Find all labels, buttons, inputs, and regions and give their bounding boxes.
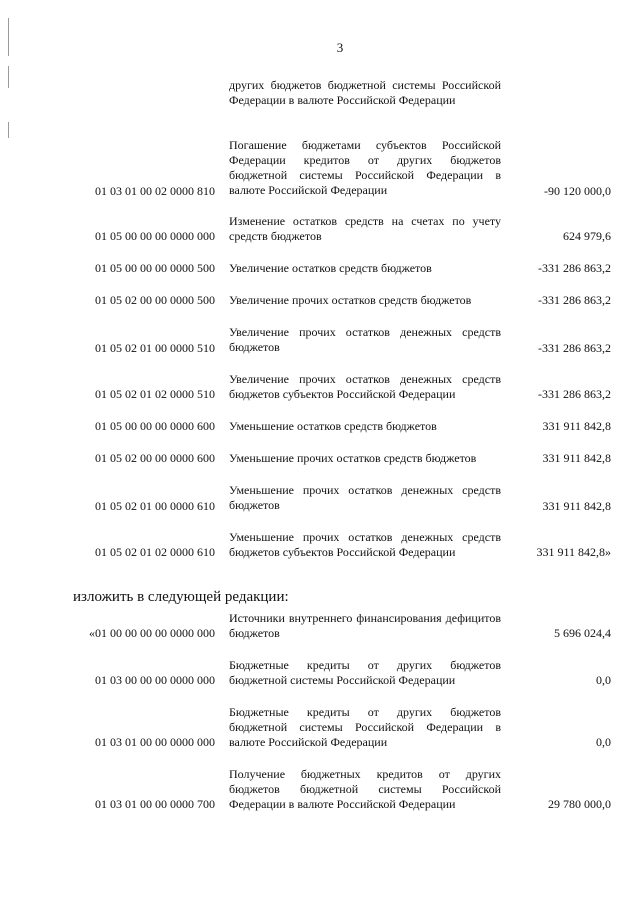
row-description: Увеличение остатков средств бюджетов: [229, 261, 432, 275]
row-code: 01 05 00 00 00 0000 600: [95, 419, 215, 433]
row-description: других бюджетов бюджетной системы Российской Федерации в валюте Российской Федерации: [229, 78, 501, 107]
section-heading: изложить в следующей редакции:: [73, 589, 289, 605]
table-row: [0, 530, 640, 590]
row-description: Уменьшение прочих остатков денежных средств бюджетов: [229, 483, 501, 512]
row-code: 01 03 00 00 00 0000 000: [95, 673, 215, 687]
row-amount: 5 696 024,4: [554, 626, 611, 640]
row-code: 01 05 02 01 02 0000 610: [95, 545, 215, 559]
row-description: Увеличение прочих остатков денежных средств бюджетов: [229, 325, 501, 354]
row-code: 01 03 01 00 00 0000 700: [95, 797, 215, 811]
row-amount: 331 911 842,8: [542, 499, 611, 513]
row-code: 01 05 00 00 00 0000 000: [95, 229, 215, 243]
row-amount: 331 911 842,8: [542, 451, 611, 465]
table-row: [0, 705, 640, 765]
row-amount: -90 120 000,0: [544, 184, 611, 198]
row-amount: -331 286 863,2: [538, 387, 611, 401]
row-amount: 29 780 000,0: [548, 797, 611, 811]
page-number: 3: [336, 40, 344, 55]
row-description: Источники внутреннего финансирования дефицитов бюджетов: [229, 611, 501, 640]
table-row: [0, 78, 640, 138]
row-amount: -331 286 863,2: [538, 341, 611, 355]
row-amount: 0,0: [596, 735, 611, 749]
row-amount: -331 286 863,2: [538, 261, 611, 275]
row-amount: 331 911 842,8: [542, 419, 611, 433]
row-description: Бюджетные кредиты от других бюджетов бюджетной системы Российской Федерации в валюте Российской Федерации: [229, 705, 501, 749]
row-code: 01 05 02 01 02 0000 510: [95, 387, 215, 401]
row-code: 01 05 02 01 00 0000 510: [95, 341, 215, 355]
row-code: 01 05 00 00 00 0000 500: [95, 261, 215, 275]
row-amount: 331 911 842,8»: [536, 545, 611, 559]
row-description: Уменьшение прочих остатков денежных средств бюджетов субъектов Российской Федерации: [229, 530, 501, 559]
row-amount: 624 979,6: [563, 229, 611, 243]
row-code: «01 00 00 00 00 0000 000: [89, 626, 215, 640]
row-description: Увеличение прочих остатков средств бюджетов: [229, 293, 472, 307]
row-code: 01 03 01 00 02 0000 810: [95, 184, 215, 198]
row-amount: 0,0: [596, 673, 611, 687]
row-code: 01 05 02 00 00 0000 600: [95, 451, 215, 465]
row-code: 01 05 02 01 00 0000 610: [95, 499, 215, 513]
row-amount: -331 286 863,2: [538, 293, 611, 307]
table-row: [0, 767, 640, 827]
scan-margin-mark: [8, 18, 9, 56]
row-description: Уменьшение прочих остатков средств бюджетов: [229, 451, 477, 465]
row-description: Изменение остатков средств на счетах по учету средств бюджетов: [229, 214, 501, 243]
table-row: [0, 138, 640, 198]
row-code: 01 03 01 00 00 0000 000: [95, 735, 215, 749]
row-description: Уменьшение остатков средств бюджетов: [229, 419, 437, 433]
row-description: Получение бюджетных кредитов от других бюджетов бюджетной системы Российской Федерации в валюте Российской Федерации: [229, 767, 501, 811]
row-description: Увеличение прочих остатков денежных средств бюджетов субъектов Российской Федерации: [229, 372, 501, 401]
row-description: Бюджетные кредиты от других бюджетов бюджетной системы Российской Федерации: [229, 658, 501, 687]
row-code: 01 05 02 00 00 0000 500: [95, 293, 215, 307]
row-description: Погашение бюджетами субъектов Российской Федерации кредитов от других бюджетов бюджетной системы Российской Федерации в валюте Российской Федерации: [229, 138, 501, 197]
